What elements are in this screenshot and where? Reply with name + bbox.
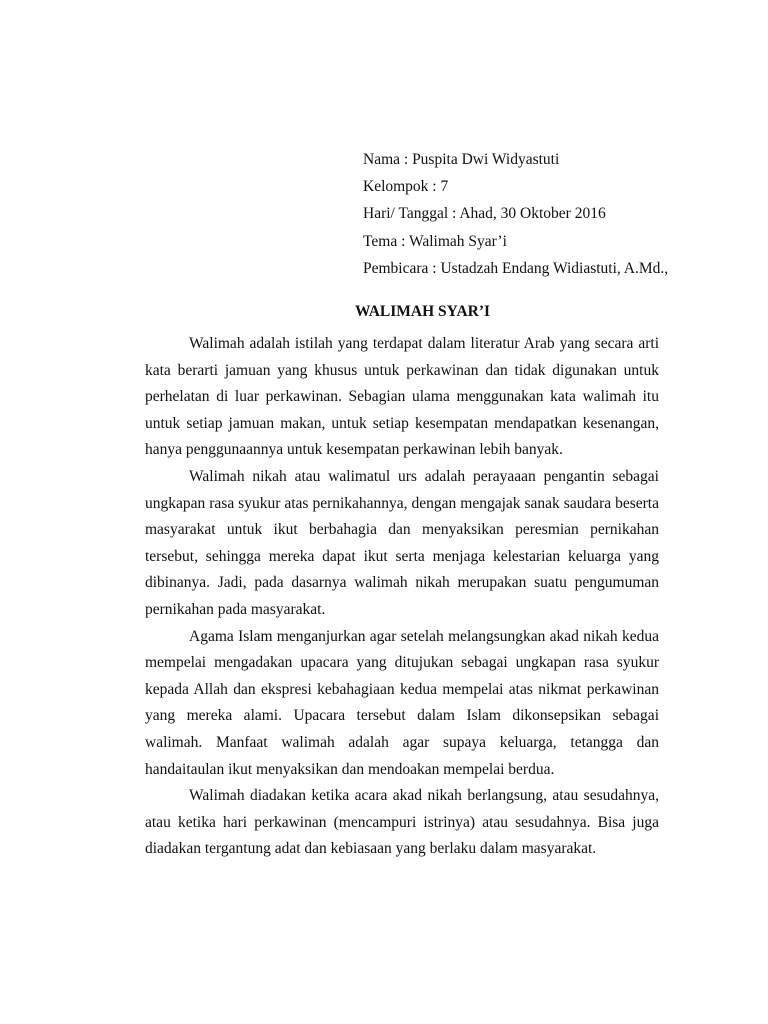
kelompok-line: Kelompok : 7 [363, 178, 449, 196]
nama-line: Nama : Puspita Dwi Widyastuti [363, 151, 560, 168]
document-body [145, 331, 659, 863]
pembicara-line: Pembicara : Ustadzah Endang Widiastuti, A.Md., [363, 259, 669, 277]
paragraph-1: Walimah adalah istilah yang terdapat dalam literatur Arab yang secara arti kata berarti jamuan yang khusus untuk perkawinan dan tidak digunakan untuk perhelatan di luar perkawinan. Sebagian ulama menggunakan kata walimah itu untuk setiap jamuan makan, untuk setiap kesempatan mendapatkan kesenangan, hanya penggunaannya untuk kesempatan perkawinan lebih banyak. [145, 335, 659, 459]
identity-block [363, 146, 753, 282]
paragraph-2: Walimah nikah atau walimatul urs adalah perayaaan pengantin sebagai ungkapan rasa syukur atas pernikahannya, dengan mengajak sanak saudara beserta masyarakat untuk ikut berbahagia dan menyaksikan peresmian pernikahan tersebut, sehingga mereka dapat ikut serta menjaga kelestarian keluarga yang dibinanya. Jadi, pada dasarnya walimah nikah merupakan suatu pengumuman pernikahan pada masyarakat. [145, 467, 659, 618]
hari-tanggal-line: Hari/ Tanggal : Ahad, 30 Oktober 2016 [363, 205, 606, 223]
document-title: WALIMAH SYAR’I [354, 303, 491, 320]
paragraph-4: Walimah diadakan ketika acara akad nikah berlangsung, atau sesudahnya, atau ketika hari perkawinan (mencampuri istrinya) atau sesudahnya. Bisa juga diadakan tergantung adat dan kebiasaan yang berlaku dalam masyarakat. [145, 787, 659, 858]
paragraph-3: Agama Islam menganjurkan agar setelah melangsungkan akad nikah kedua mempelai mengadakan upacara yang ditujukan sebagai ungkapan rasa syukur kepada Allah dan ekspresi kebahagiaan kedua mempelai atas nikmat perkawinan yang mereka alami. Upacara tersebut dalam Islam dikonsepsikan sebagai walimah. Manfaat walimah adalah agar supaya keluarga, tetangga dan handaitaulan ikut menyaksikan dan mendoakan mempelai berdua. [145, 627, 659, 778]
tema-line: Tema : Walimah Syar’i [363, 232, 507, 250]
